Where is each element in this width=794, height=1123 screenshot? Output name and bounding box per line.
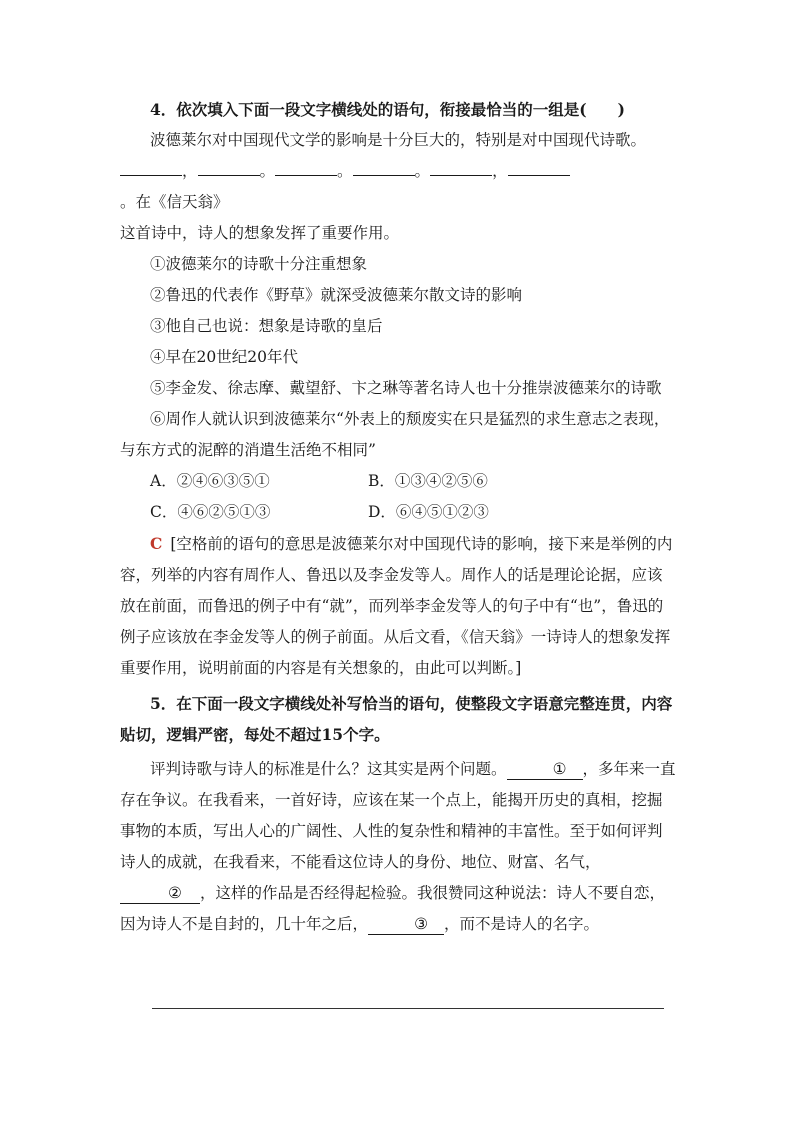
options-row-2 (120, 497, 676, 528)
punctuation: 。 (337, 162, 353, 180)
answer-explanation (120, 528, 676, 684)
answer-blank[interactable] (198, 175, 260, 176)
passage-continuation: 。在《信天翁》 (120, 193, 229, 211)
question-5-passage (120, 754, 676, 940)
punctuation: ， (182, 162, 198, 180)
punctuation: ， (492, 162, 508, 180)
blank-2[interactable]: ② (120, 883, 200, 904)
punctuation: 。 (414, 162, 431, 180)
answer-blank[interactable] (430, 175, 492, 176)
answer-blank[interactable] (353, 175, 415, 176)
question-4-passage-blanks (120, 156, 676, 218)
passage-text: ，而不是诗人的名字。 (444, 915, 600, 933)
sentence-item-1: ①波德莱尔的诗歌十分注重想象 (150, 255, 368, 273)
divider-line (152, 1008, 664, 1009)
passage-text: ，多年来一直存在争议。在我看来，一首好诗，应该在某一个点上，能揭开历史的真相，挖掘事物的本质，写出人心的广阔性、人性的复杂性和精神的丰富性。至于如何评判诗人的成就，在我看来，不能看这位诗人的身份、地位、财富、名气， (120, 760, 676, 871)
sentence-item-2: ②鲁迅的代表作《野草》就深受波德莱尔散文诗的影响 (150, 286, 523, 304)
passage-text: ，这样的作品是否经得起检验。我很赞同这种说法：诗人不要自恋，因为诗人不是自封的，几十年之后， (120, 884, 666, 933)
passage-text: 评判诗歌与诗人的标准是什么？这其实是两个问题。 (150, 760, 507, 778)
blank-3[interactable]: ③ (368, 914, 444, 935)
option-c[interactable]: C．④⑥②⑤①③ (150, 503, 271, 521)
answer-blank[interactable] (508, 175, 570, 176)
answer-letter: C (150, 534, 163, 553)
answer-blank[interactable] (275, 175, 337, 176)
question-4-stem: 4．依次填入下面一段文字横线处的语句，衔接最恰当的一组是( ) (150, 100, 625, 119)
explanation-text: [空格前的语句的意思是波德莱尔对中国现代诗的影响，接下来是举例的内容，列举的内容有周作人、鲁迅以及李金发等人。周作人的话是理论论据，应该放在前面，而鲁迅的例子中有“就”，而列举李金发等人的句子中有“也”，鲁迅的例子应该放在李金发等人的例子前面。从后文看，《信天翁》一诗诗人的想象发挥重要作用，说明前面的内容是有关想象的，由此可以判断。] (120, 535, 673, 677)
question-4-passage-intro: 波德莱尔对中国现代文学的影响是十分巨大的，特别是对中国现代诗歌。 (150, 131, 647, 149)
question-4-passage-end: 这首诗中，诗人的想象发挥了重要作用。 (120, 224, 400, 242)
sentence-item-4: ④早在20世纪20年代 (150, 348, 298, 366)
option-d[interactable]: D．⑥④⑤①②③ (368, 503, 489, 521)
option-a[interactable]: A．②④⑥③⑤① (150, 472, 270, 490)
answer-blank[interactable] (120, 175, 182, 176)
blank-1[interactable]: ① (507, 759, 583, 780)
punctuation: 。 (259, 162, 276, 180)
sentence-item-6: ⑥周作人就认识到波德莱尔“外表上的颓废实在只是猛烈的求生意志之表现，与东方式的泥醉的消遣生活绝不相同” (120, 410, 670, 459)
option-b[interactable]: B．①③④②⑤⑥ (368, 472, 488, 490)
sentence-item-3: ③他自己也说：想象是诗歌的皇后 (150, 317, 383, 335)
document-page (120, 94, 676, 940)
sentence-item-5: ⑤李金发、徐志摩、戴望舒、卞之琳等著名诗人也十分推崇波德莱尔的诗歌 (150, 379, 662, 397)
question-5-stem: 5．在下面一段文字横线处补写恰当的语句，使整段文字语意完整连贯，内容贴切，逻辑严密，每处不超过15个字。 (120, 694, 673, 744)
options-row-1 (120, 466, 676, 497)
